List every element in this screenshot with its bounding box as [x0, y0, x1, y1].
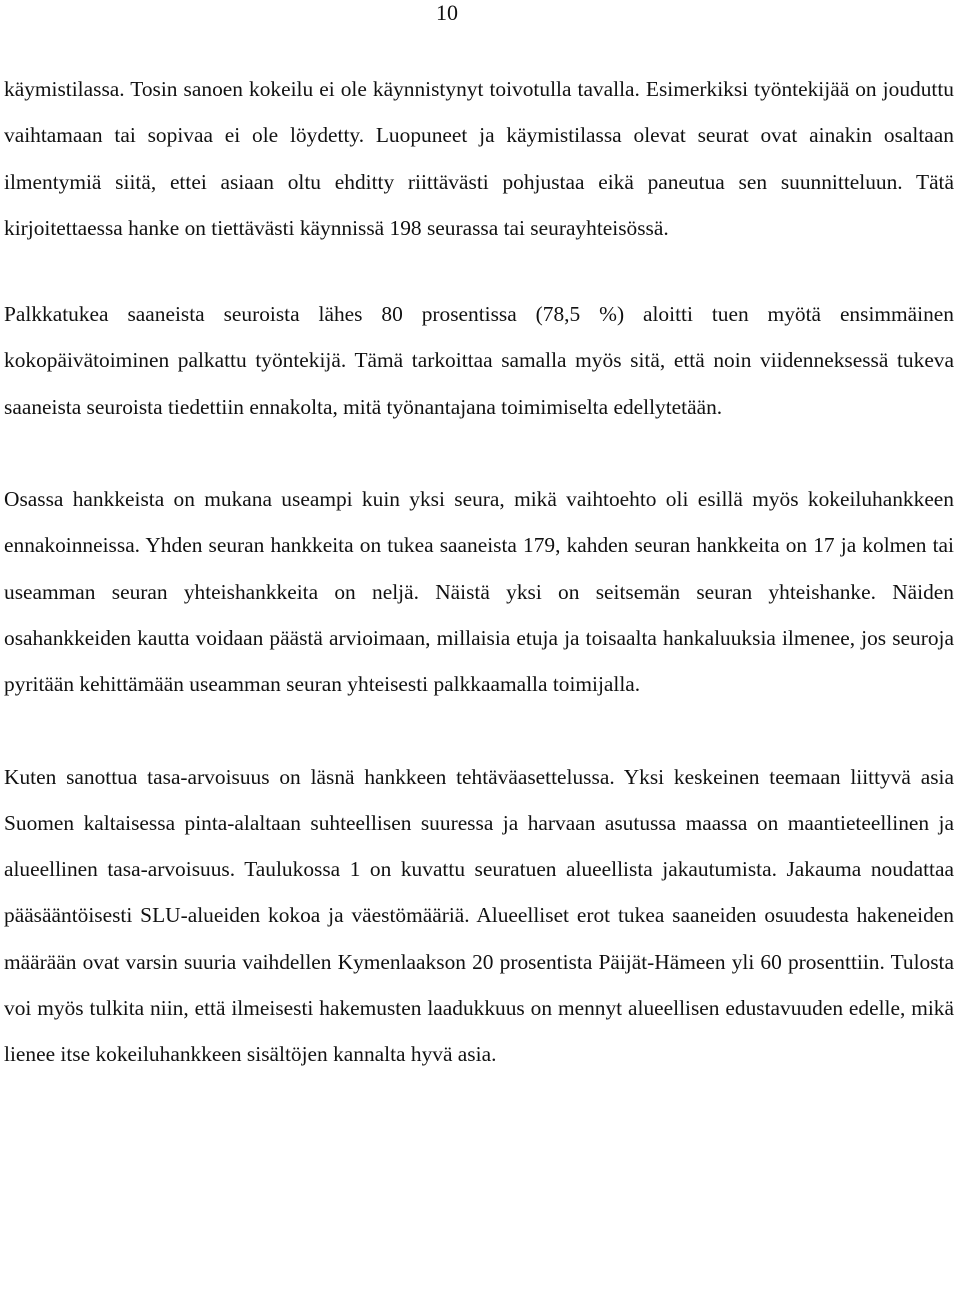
paragraph: Osassa hankkeista on mukana useampi kuin yksi seura, mikä vaihtoehto oli esillä myös kokeiluhankkeen ennakoinneissa. Yhden seuran hankkeita on tukea saaneista 179, kahden seuran hankkeita on 17 ja kolmen tai useamman seuran yhteishankkeita on neljä. Näistä yksi on seitsemän seuran yhteishanke. Näiden osahankkeiden kautta voidaan päästä arvioimaan, millaisia etuja ja toisaalta hankaluuksia ilmenee, jos seuroja pyritään kehittämään useamman seuran yhteisesti palkkaamalla toimijalla.: [4, 487, 954, 697]
document-body: [4, 66, 954, 1124]
paragraph: Kuten sanottua tasa-arvoisuus on läsnä hankkeen tehtäväasettelussa. Yksi keskeinen teemaan liittyvä asia Suomen kaltaisessa pinta-alaltaan suhteellisen suuressa ja harvaan asutussa maassa on maantieteellinen ja alueellinen tasa-arvoisuus. Taulukossa 1 on kuvattu seuratuen alueellista jakautumista. Jakauma noudattaa pääsääntöisesti SLU-alueiden kokoa ja väestömääriä. Alueelliset erot tukea saaneiden osuudesta hakeneiden määrään ovat varsin suuria vaihdellen Kymenlaakson 20 prosentista Päijät-Hämeen yli 60 prosenttiin. Tulosta voi myös tulkita niin, että ilmeisesti hakemusten laadukkuus on mennyt alueellisen edustavuuden edelle, mikä lienee itse kokeiluhankkeen sisältöjen kannalta hyvä asia.: [4, 764, 954, 1067]
paragraph: Palkkatukea saaneista seuroista lähes 80 prosentissa (78,5 %) aloitti tuen myötä ensimmäinen kokopäivätoiminen palkattu työntekijä. Tämä tarkoittaa samalla myös sitä, että noin viidenneksessä tukeva saaneista seuroista tiedettiin ennakolta, mitä työnantajana toimimiselta edellytetään.: [4, 302, 954, 419]
paragraph: käymistilassa. Tosin sanoen kokeilu ei ole käynnistynyt toivotulla tavalla. Esimerkiksi työntekijää on jouduttu vaihtamaan tai sopivaa ei ole löydetty. Luopuneet ja käymistilassa olevat seurat ovat ainakin osaltaan ilmentymiä siitä, ettei asiaan oltu ehditty riittävästi pohjustaa eikä paneutua sen suunnitteluun. Tätä kirjoitettaessa hanke on tiettävästi käynnissä 198 seurassa tai seurayhteisössä.: [4, 77, 954, 240]
page-number: 10: [436, 0, 458, 25]
